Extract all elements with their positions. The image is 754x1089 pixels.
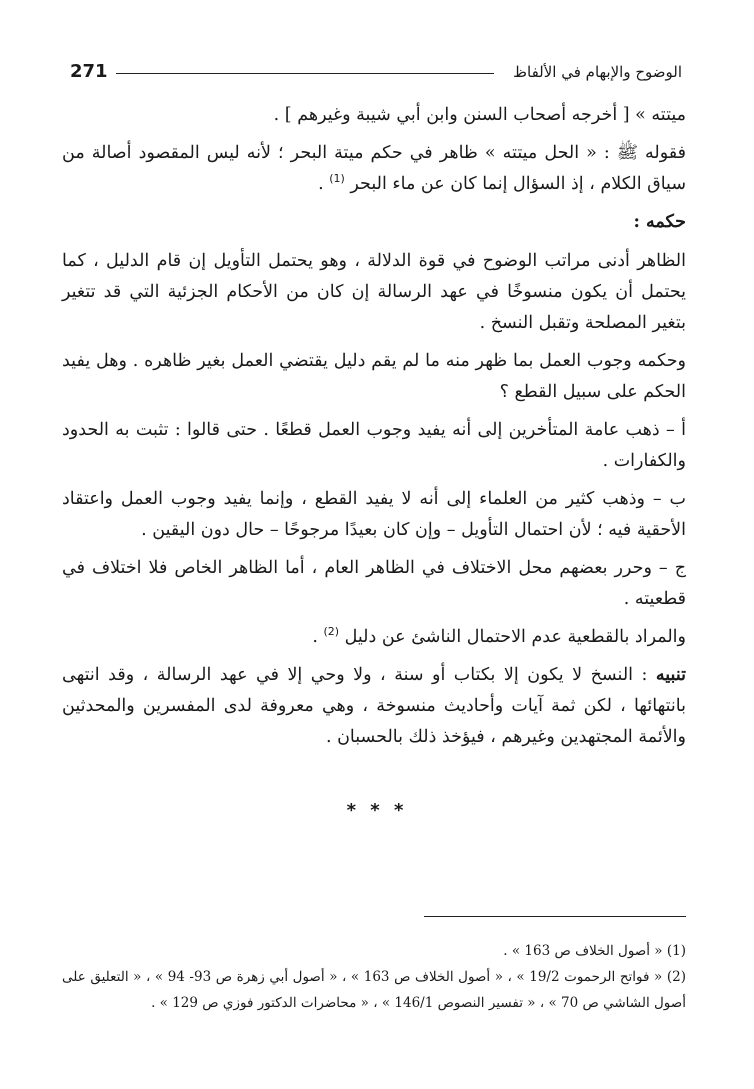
paragraph-note [62, 660, 686, 753]
paragraph-certainty [62, 622, 686, 653]
paragraph-definition: الظاهر أدنى مراتب الوضوح في قوة الدلالة ، وهو يحتمل التأويل إن قام الدليل ، كما يحتمل أن يكون منسوخًا في عهد الرسالة إن كان من الأحكام الجزئية التي قد تتغير بتغير المصلحة وتقبل النسخ . [62, 251, 686, 333]
paragraph-hadith-end: ميتته » [ أخرجه أصحاب السنن وابن أبي شيبة وغيرهم ] . [273, 105, 686, 125]
footnotes [62, 938, 686, 1016]
running-title: الوضوح والإبهام في الألفاظ [513, 63, 682, 81]
footnote-1: (1) « أصول الخلاف ص 163 » . [503, 943, 686, 959]
paragraph-opinion-b: ب – وذهب كثير من العلماء إلى أنه لا يفيد القطع ، وإنما يفيد وجوب العمل واعتقاد الأحقية فيه ؛ لأن احتمال التأويل – وإن كان بعيدًا مرجوحًا – حال دون اليقين . [62, 489, 686, 540]
page-header [70, 60, 682, 86]
section-separator: * * * [346, 800, 408, 821]
footnote-ref-1[interactable]: (1) [329, 172, 345, 186]
footnote-ref-2[interactable]: (2) [323, 625, 340, 639]
paragraph-opinion-a: أ – ذهب عامة المتأخرين إلى أنه يفيد وجوب العمل قطعًا . حتى قالوا : تثبت به الحدود والكفارات . [62, 420, 686, 471]
page-number: 271 [70, 61, 108, 82]
header-rule [116, 73, 494, 74]
section-heading: حكمه : [633, 212, 686, 232]
footnote-2: (2) « فواتح الرحموت 19/2 » ، « أصول الخلاف ص 163 » ، « أصول أبي زهرة ص 93- 94 » ، « التعليق على أصول الشاشي ص 70 » ، « تفسير النصوص 146/1 » ، « محاضرات الدكتور فوزي ص 129 » . [62, 969, 686, 1011]
main-text [62, 100, 686, 760]
explanation-text: فقوله ﷺ : « الحل ميتته » ظاهر في حكم ميتة البحر ؛ لأنه ليس المقصود أصالة من سياق الكلام ، إذ السؤال إنما كان عن ماء البحر [62, 143, 686, 194]
paragraph-opinion-c: ج – وحرر بعضهم محل الاختلاف في الظاهر العام ، أما الظاهر الخاص فلا اختلاف في قطعيته . [62, 558, 686, 609]
note-text: : النسخ لا يكون إلا بكتاب أو سنة ، ولا وحي إلا في عهد الرسالة ، وقد انتهى بانتهائها ، لكن ثمة آيات وأحاديث منسوخة ، وهي معروفة لدى المفسرين والمحدثين والأئمة المجتهدين وغيرهم ، فيؤخذ ذلك بالحسبان . [62, 665, 686, 747]
note-label: تنبيه [655, 665, 686, 685]
paragraph-ruling: وحكمه وجوب العمل بما ظهر منه ما لم يقم دليل يقتضي العمل بغير ظاهره . وهل يفيد الحكم على سبيل القطع ؟ [62, 351, 686, 402]
explanation-end: . [318, 174, 330, 194]
certainty-end: . [312, 627, 324, 647]
paragraph-explanation [62, 138, 686, 200]
footnote-rule [424, 916, 686, 917]
certainty-text: والمراد بالقطعية عدم الاحتمال الناشئ عن دليل [344, 627, 686, 647]
